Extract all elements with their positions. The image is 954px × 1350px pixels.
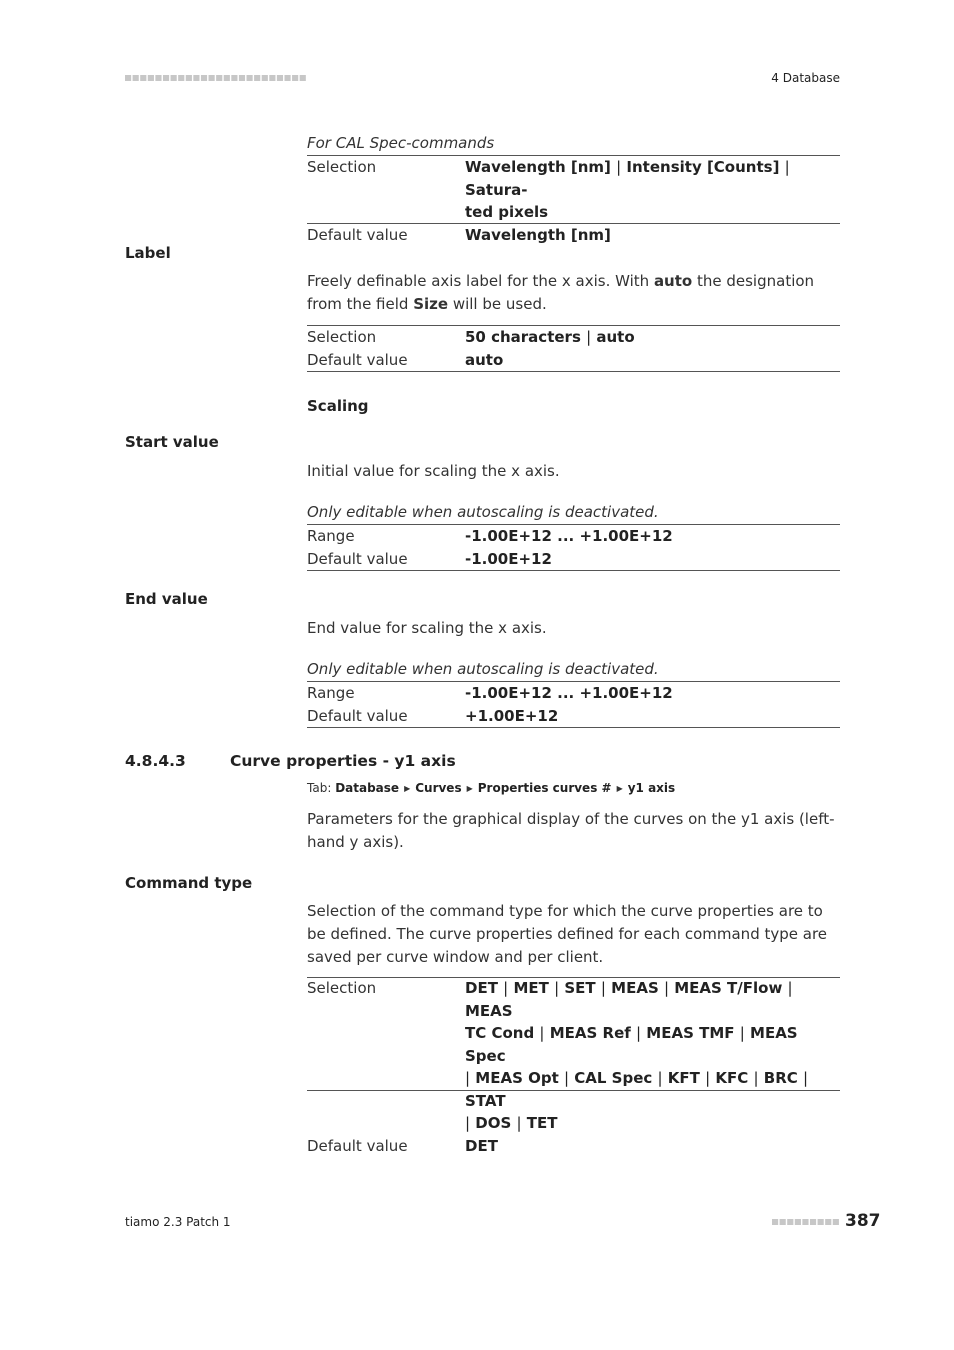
tab-breadcrumb bbox=[307, 781, 675, 795]
table-row bbox=[307, 682, 840, 705]
row-value: -1.00E+12 bbox=[465, 549, 552, 568]
footer-decoration bbox=[772, 1217, 840, 1227]
section-description: Parameters for the graphical display of the curves on the y1 axis (left-hand y axis). bbox=[307, 810, 835, 851]
table-row bbox=[307, 1135, 840, 1158]
table-caption: For CAL Spec-commands bbox=[307, 134, 495, 152]
row-key: Selection bbox=[307, 979, 377, 997]
row-value: auto bbox=[465, 350, 504, 369]
label-table bbox=[307, 326, 840, 371]
start-value-heading: Start value bbox=[125, 433, 219, 451]
triangle-right-icon: ▶ bbox=[404, 784, 411, 793]
start-value-table bbox=[307, 525, 840, 570]
table-rule bbox=[307, 371, 840, 372]
cal-spec-table bbox=[307, 156, 840, 246]
end-value-table bbox=[307, 682, 840, 727]
row-value: +1.00E+12 bbox=[465, 706, 559, 725]
command-type-description: Selection of the command type for which the curve properties are to be defined. The curve properties defined for each command type are saved per curve window and per client. bbox=[307, 902, 828, 966]
row-key: Selection bbox=[307, 158, 377, 176]
row-key: Default value bbox=[307, 549, 408, 568]
end-value-note: Only editable when autoscaling is deactivated. bbox=[307, 660, 659, 678]
row-value: 50 characters | auto bbox=[465, 328, 635, 346]
table-rule bbox=[307, 727, 840, 728]
row-key: Range bbox=[307, 684, 355, 702]
end-value-heading: End value bbox=[125, 590, 208, 608]
tab-prefix: Tab: bbox=[307, 781, 332, 795]
scaling-heading: Scaling bbox=[307, 397, 369, 415]
section-title: Curve properties - y1 axis bbox=[230, 752, 456, 770]
row-value: -1.00E+12 ... +1.00E+12 bbox=[465, 684, 673, 702]
table-row bbox=[307, 977, 840, 1135]
breadcrumb-item: y1 axis bbox=[627, 781, 676, 795]
breadcrumb-item: Properties curves # bbox=[477, 781, 612, 795]
row-key: Default value bbox=[307, 1136, 408, 1155]
triangle-right-icon: ▶ bbox=[466, 784, 473, 793]
triangle-right-icon: ▶ bbox=[616, 784, 623, 793]
row-key: Default value bbox=[307, 706, 408, 725]
row-value: Wavelength [nm] bbox=[465, 225, 611, 244]
table-row bbox=[307, 705, 840, 728]
table-row bbox=[307, 349, 840, 372]
row-value: -1.00E+12 ... +1.00E+12 bbox=[465, 527, 673, 545]
row-value: Wavelength [nm] | Intensity [Counts] | Satura- ted pixels bbox=[465, 158, 790, 221]
table-rule bbox=[307, 223, 840, 224]
header-decoration bbox=[125, 72, 307, 84]
breadcrumb-item: Database bbox=[335, 781, 400, 795]
table-row bbox=[307, 224, 840, 247]
table-rule bbox=[307, 570, 840, 571]
row-key: Selection bbox=[307, 328, 377, 346]
row-key: Range bbox=[307, 527, 355, 545]
command-type-table bbox=[307, 977, 840, 1157]
table-row bbox=[307, 525, 840, 548]
table-row bbox=[307, 548, 840, 571]
table-row bbox=[307, 156, 840, 224]
breadcrumb-item: Curves bbox=[415, 781, 462, 795]
command-type-heading: Command type bbox=[125, 874, 253, 892]
table-row bbox=[307, 326, 840, 349]
row-value: DET bbox=[465, 1136, 498, 1155]
section-number: 4.8.4.3 bbox=[125, 752, 186, 770]
row-value: DET | MET | SET | MEAS | MEAS T/Flow | MEAS TC Cond | MEAS Ref | MEAS TMF | MEAS Spec | MEAS Opt | CAL Spec | KFT | KFC | BRC | STAT | DOS | TET bbox=[465, 979, 809, 1132]
chapter-title: 4 Database bbox=[771, 71, 840, 85]
label-heading: Label bbox=[125, 244, 171, 262]
table-rule bbox=[307, 1090, 840, 1091]
start-value-note: Only editable when autoscaling is deactivated. bbox=[307, 503, 659, 521]
page-number: 387 bbox=[845, 1211, 881, 1231]
row-key: Default value bbox=[307, 225, 408, 244]
end-value-description: End value for scaling the x axis. bbox=[307, 619, 547, 637]
label-description: Freely definable axis label for the x axis. With auto the designation from the field Size will be used. bbox=[307, 272, 815, 313]
footer-product: tiamo 2.3 Patch 1 bbox=[125, 1215, 231, 1229]
row-key: Default value bbox=[307, 350, 408, 369]
start-value-description: Initial value for scaling the x axis. bbox=[307, 462, 560, 480]
